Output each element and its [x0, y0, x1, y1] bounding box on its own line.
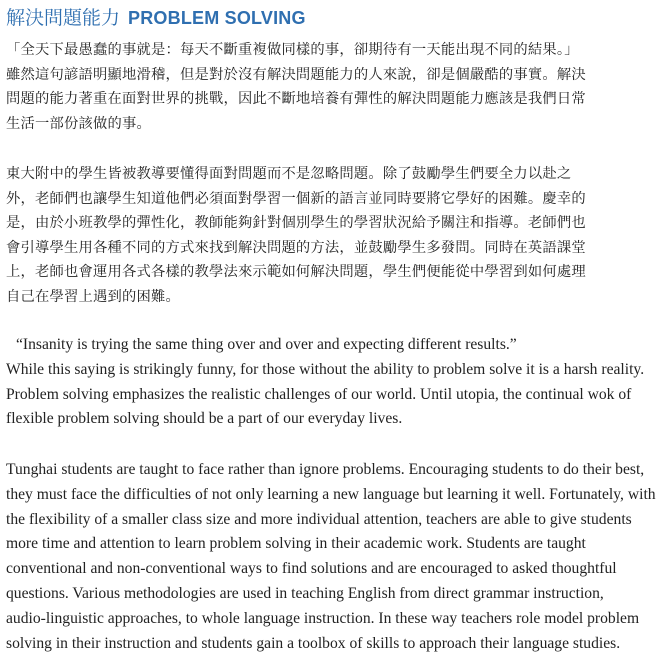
text-line: 「全天下最愚蠢的事就是：每天不斷重複做同樣的事，卻期待有一天能出現不同的結果。」	[6, 42, 579, 58]
chinese-paragraph-1	[6, 38, 662, 136]
text-line: 是，由於小班教學的彈性化，教師能夠針對個別學生的學習狀況給予關注和指導。老師們也	[6, 215, 586, 231]
text-line: conventional and non-conventional ways to find solutions and are encouraged to asked thoughtful	[6, 560, 617, 578]
text-line: 自己在學習上遇到的困難。	[6, 288, 180, 305]
text-line: 生活一部份該做的事。	[6, 115, 151, 132]
text-line: 上，老師也會運用各式各樣的教學法來示範如何解決問題，學生們便能從中學習到如何處理	[6, 264, 586, 280]
text-line: 會引導學生用各種不同的方式來找到解決問題的方法，並鼓勵學生多發問。同時在英語課堂	[6, 239, 586, 256]
text-line: solving in their instruction and students gain a toolbox of skills to approach their language studies.	[6, 634, 621, 652]
text-line: Tunghai students are taught to face rather than ignore problems. Encouraging students to do their best,	[6, 461, 645, 478]
text-line: 外，老師們也讓學生知道他們必須面對學習一個新的語言並同時要將它學好的困難。慶幸的	[6, 190, 586, 207]
text-line: 問題的能力著重在面對世界的挑戰，因此不斷地培養有彈性的解決問題能力應該是我們日常	[6, 91, 586, 107]
text-line: Problem solving emphasizes the realistic challenges of our world. Until utopia, the continual wok of	[6, 385, 632, 403]
page-title-chinese: 解決問題能力	[6, 7, 121, 29]
english-paragraph-2	[6, 458, 666, 656]
text-line: flexible problem solving should be a part of our everyday lives.	[6, 410, 403, 428]
text-line: the flexibility of a smaller class size and more individual attention, teachers are able to give students	[6, 510, 632, 528]
text-line: more time and attention to learn problem solving in their academic work. Students are taught	[6, 535, 586, 553]
text-line: audio-linguistic approaches, to whole language instruction. In these way teachers role model problem	[6, 609, 640, 627]
quote-line: “Insanity is trying the same thing over and over and expecting different results.”	[16, 336, 517, 353]
text-line: 東大附中的學生皆被教導要懂得面對問題而不是忽略問題。除了鼓勵學生們要全力以赴之	[6, 166, 572, 182]
text-line: questions. Various methodologies are used in teaching English from direct grammar instruction,	[6, 584, 604, 602]
page-title-english: PROBLEM SOLVING	[128, 8, 306, 28]
text-line: While this saying is strikingly funny, for those without the ability to problem solve it is a harsh reality.	[6, 360, 645, 378]
text-line: 雖然這句諺語明顯地滑稽，但是對於沒有解決問題能力的人來說，卻是個嚴酷的事實。解決	[6, 66, 586, 83]
page-title	[6, 0, 665, 27]
text-line: they must face the difficulties of not only learning a new language but learning it well. Fortunately, with	[6, 485, 656, 503]
english-paragraph-1	[6, 333, 666, 432]
chinese-paragraph-2	[6, 162, 662, 309]
